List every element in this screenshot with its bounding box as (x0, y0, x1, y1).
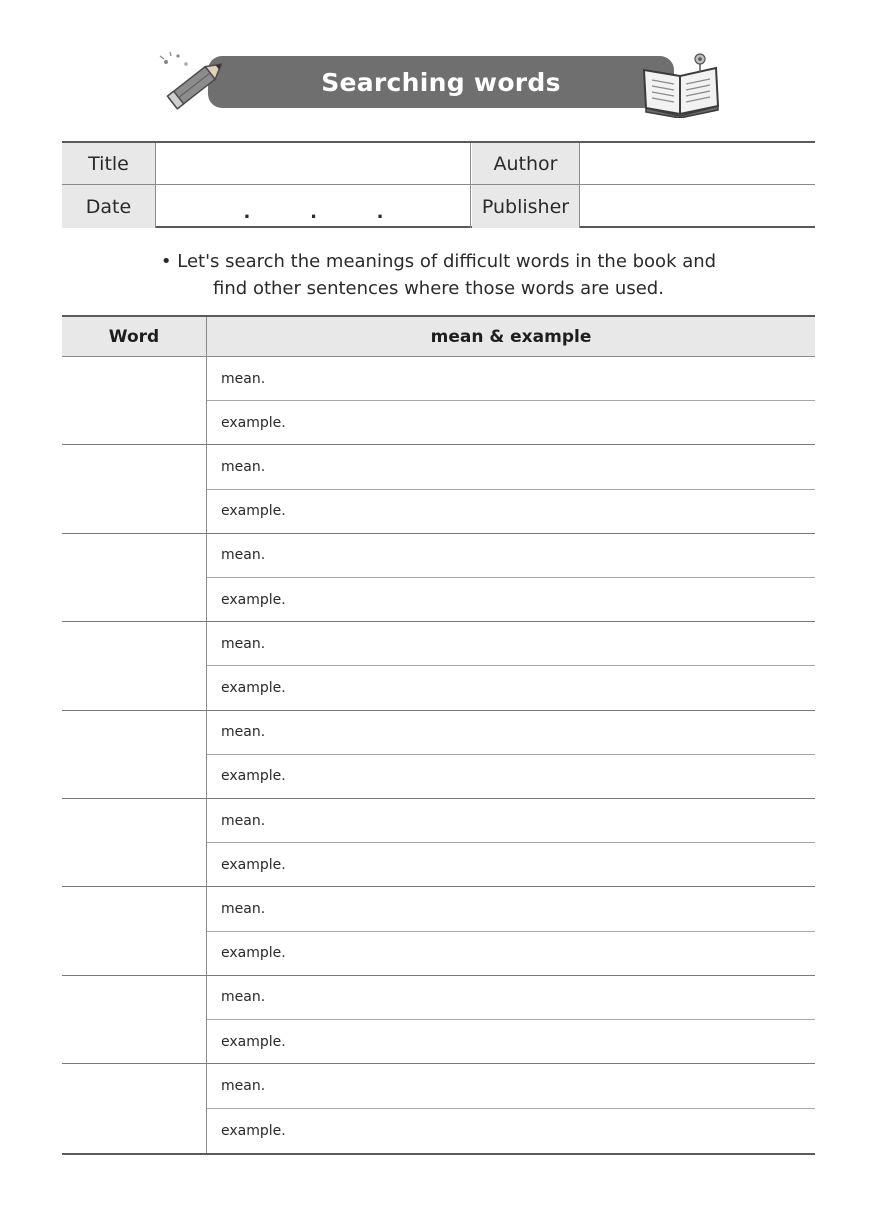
word-entry (62, 887, 815, 975)
mean-line[interactable] (207, 622, 815, 666)
example-line[interactable] (207, 843, 815, 886)
entry-lines (207, 622, 815, 709)
mean-line[interactable] (207, 357, 815, 401)
example-label: example. (221, 945, 286, 962)
word-entry (62, 976, 815, 1064)
date-separators (244, 202, 384, 223)
example-label: example. (221, 679, 286, 696)
entry-lines (207, 1064, 815, 1152)
mean-label: mean. (221, 458, 266, 475)
word-table-header (62, 317, 815, 357)
example-line[interactable] (207, 1020, 815, 1063)
mean-line[interactable] (207, 1064, 815, 1109)
word-field[interactable] (62, 976, 207, 1063)
mean-label: mean. (221, 900, 266, 917)
info-row-date (62, 185, 815, 228)
word-entry (62, 622, 815, 710)
date-field[interactable] (157, 185, 471, 228)
example-label: example. (221, 591, 286, 608)
title-field[interactable] (157, 143, 471, 184)
example-line[interactable] (207, 578, 815, 621)
entry-lines (207, 357, 815, 444)
word-field[interactable] (62, 534, 207, 621)
mean-line[interactable] (207, 711, 815, 755)
mean-label: mean. (221, 635, 266, 652)
example-line[interactable] (207, 1109, 815, 1153)
mean-example-column-header: mean & example (430, 326, 592, 347)
instruction-line-2: find other sentences where those words are used. (213, 278, 664, 299)
word-field[interactable] (62, 1064, 207, 1152)
mean-line[interactable] (207, 976, 815, 1020)
word-entry (62, 1064, 815, 1152)
open-book-icon (640, 52, 722, 118)
example-label: example. (221, 768, 286, 785)
page-title: Searching words (321, 67, 561, 97)
example-label: example. (221, 1033, 286, 1050)
word-entry (62, 357, 815, 445)
word-entry (62, 445, 815, 533)
author-field[interactable] (581, 143, 815, 184)
word-entry (62, 799, 815, 887)
publisher-label: Publisher (472, 185, 580, 228)
date-label: Date (62, 185, 156, 228)
mean-label: mean. (221, 547, 266, 564)
example-label: example. (221, 414, 286, 431)
word-table (62, 315, 815, 1155)
entry-lines (207, 887, 815, 974)
publisher-field[interactable] (581, 185, 815, 228)
example-label: example. (221, 503, 286, 520)
word-column-header: Word (62, 317, 207, 356)
author-label: Author (472, 143, 580, 184)
mean-label: mean. (221, 370, 266, 387)
mean-line[interactable] (207, 534, 815, 578)
mean-line[interactable] (207, 799, 815, 843)
instruction-line-1: • Let's search the meanings of difficult words in the book and (160, 251, 717, 272)
mean-label: mean. (221, 812, 266, 829)
entry-lines (207, 976, 815, 1063)
entry-lines (207, 711, 815, 798)
book-info-table (62, 141, 815, 228)
word-field[interactable] (62, 445, 207, 532)
example-label: example. (221, 1122, 286, 1139)
entry-lines (207, 445, 815, 532)
mean-label: mean. (221, 724, 266, 741)
date-separator: . (243, 202, 251, 223)
entry-lines (207, 534, 815, 621)
entry-lines (207, 799, 815, 886)
date-separator: . (376, 202, 384, 223)
example-line[interactable] (207, 755, 815, 798)
word-entry (62, 534, 815, 622)
example-label: example. (221, 856, 286, 873)
word-entry (62, 711, 815, 799)
word-field[interactable] (62, 887, 207, 974)
instructions (62, 248, 815, 302)
mean-line[interactable] (207, 445, 815, 489)
word-field[interactable] (62, 357, 207, 444)
word-field[interactable] (62, 711, 207, 798)
word-field[interactable] (62, 622, 207, 709)
mean-label: mean. (221, 1077, 266, 1094)
example-line[interactable] (207, 490, 815, 533)
title-label: Title (62, 143, 156, 184)
info-row-title (62, 143, 815, 185)
example-line[interactable] (207, 401, 815, 444)
example-line[interactable] (207, 666, 815, 709)
mean-label: mean. (221, 989, 266, 1006)
mean-line[interactable] (207, 887, 815, 931)
date-separator: . (310, 202, 317, 223)
word-field[interactable] (62, 799, 207, 886)
example-line[interactable] (207, 932, 815, 975)
